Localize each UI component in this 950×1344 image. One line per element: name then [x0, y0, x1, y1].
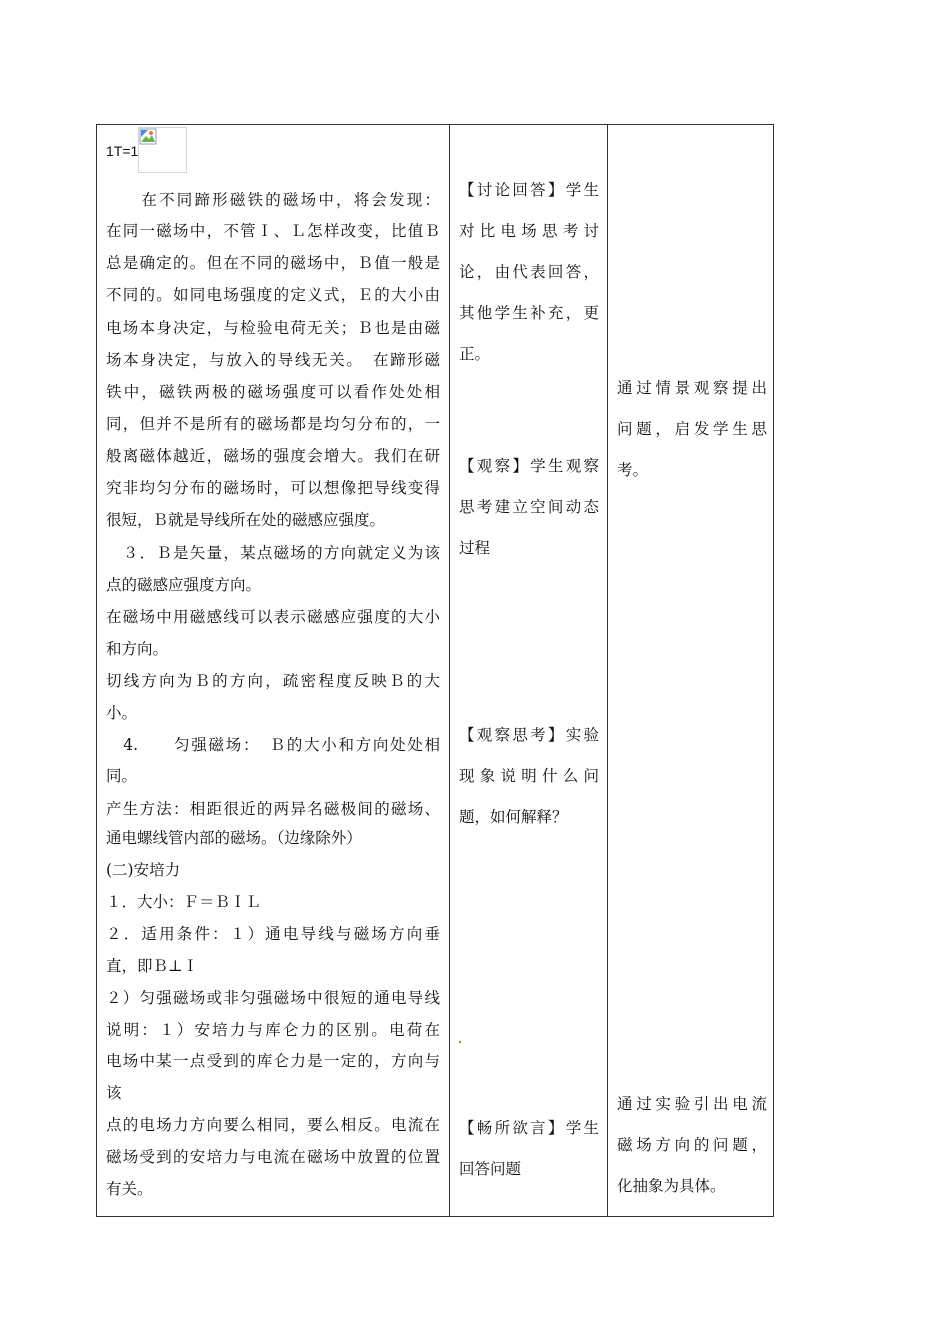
student-activity-column: [449, 125, 607, 1216]
text-line: 正。: [459, 345, 491, 363]
text-line: 回答问题: [459, 1160, 522, 1178]
text-line: (二)安培力: [106, 861, 181, 879]
text-line: 论，由代表回答，: [459, 263, 599, 281]
text-line: 化抽象为具体。: [617, 1177, 726, 1195]
text-line: 【观察思考】实验: [459, 726, 599, 744]
text-line: 总是确定的。但在不同的磁场中，Ｂ值一般是: [106, 254, 440, 272]
text-line: 切线方向为Ｂ的方向，疏密程度反映Ｂ的大: [106, 672, 440, 690]
text-line: 题，如何解释？: [459, 808, 568, 826]
text-line: 磁场方向的问题，: [617, 1136, 767, 1154]
broken-image-icon: [138, 127, 187, 173]
text-line: 问题，启发学生思: [617, 420, 767, 438]
text-line: 电场本身决定，与检验电荷无关；Ｂ也是由磁: [106, 319, 440, 337]
text-line: 【观察】学生观察: [459, 457, 599, 475]
text-line: 考。: [617, 461, 649, 479]
text-line: 该: [106, 1084, 122, 1102]
lesson-table: [96, 124, 774, 1217]
text-line: ２．适用条件：１）通电导线与磁场方向垂: [106, 925, 440, 943]
text-line: 小。: [106, 704, 138, 722]
text-line: 通过情景观察提出: [617, 379, 767, 397]
text-line: 铁中，磁铁两极的磁场强度可以看作处处相: [106, 383, 440, 401]
text-line: 和方向。: [106, 640, 169, 658]
text-line: ２）匀强磁场或非匀强磁场中很短的通电导线: [106, 989, 440, 1007]
content-column: [97, 125, 449, 1216]
text-line: 直，即Ｂ⊥Ｉ: [106, 957, 199, 975]
text-line: 场本身决定，与放入的导线无关。 在蹄形磁: [106, 351, 440, 369]
text-line: 思考建立空间动态: [459, 498, 599, 516]
text-line: 【讨论回答】学生: [459, 181, 599, 199]
text-line: 般离磁体越近，磁场的强度会增大。我们在研: [106, 447, 440, 465]
text-line: 4. 匀强磁场： Ｂ的大小和方向处处相: [106, 736, 440, 754]
text-line: 对比电场思考讨: [459, 222, 599, 240]
stray-dot: [459, 1041, 461, 1043]
text-line: １．大小：Ｆ＝ＢＩＬ: [106, 893, 262, 911]
text-line: ３．Ｂ是矢量，某点磁场的方向就定义为该: [106, 544, 440, 562]
text-line: 点的电场力方向要么相同，要么相反。电流在: [106, 1116, 440, 1134]
text-line: 磁场受到的安培力与电流在磁场中放置的位置: [106, 1148, 440, 1166]
text-line: 说明：１）安培力与库仑力的区别。电荷在: [106, 1021, 440, 1039]
text-line: 在不同蹄形磁铁的磁场中，将会发现：: [106, 191, 440, 209]
text-line: 很短，Ｂ就是导线所在处的磁感应强度。: [106, 511, 386, 529]
text-line: 通电螺线管内部的磁场。（边缘除外）: [106, 829, 362, 847]
text-line: 在磁场中用磁感线可以表示磁感应强度的大小: [106, 608, 440, 626]
text-line: 电场中某一点受到的库仑力是一定的，方向与: [106, 1052, 440, 1070]
text-line: 点的磁感应强度方向。: [106, 576, 262, 594]
text-line: 现象说明什么问: [459, 767, 599, 785]
text-line: 同，但并不是所有的磁场都是均匀分布的，一: [106, 415, 440, 433]
text-line: 【畅所欲言】学生: [459, 1119, 599, 1137]
text-line: 通过实验引出电流: [617, 1095, 767, 1113]
text-line: 产生方法：相距很近的两异名磁极间的磁场、: [106, 800, 440, 818]
text-line: 过程: [459, 539, 491, 557]
text-line: 在同一磁场中，不管Ｉ、Ｌ怎样改变，比值Ｂ: [106, 222, 440, 240]
text-line: 究非均匀分布的磁场时，可以想像把导线变得: [106, 479, 440, 497]
text-line: 其他学生补充，更: [459, 304, 599, 322]
text-line: 不同的。如同电场强度的定义式，Ｅ的大小由: [106, 286, 440, 304]
text-line: 同。: [106, 767, 138, 785]
text-line: 有关。: [106, 1180, 153, 1198]
design-intent-column: [607, 125, 773, 1216]
tesla-formula: 1T=1: [106, 143, 139, 159]
